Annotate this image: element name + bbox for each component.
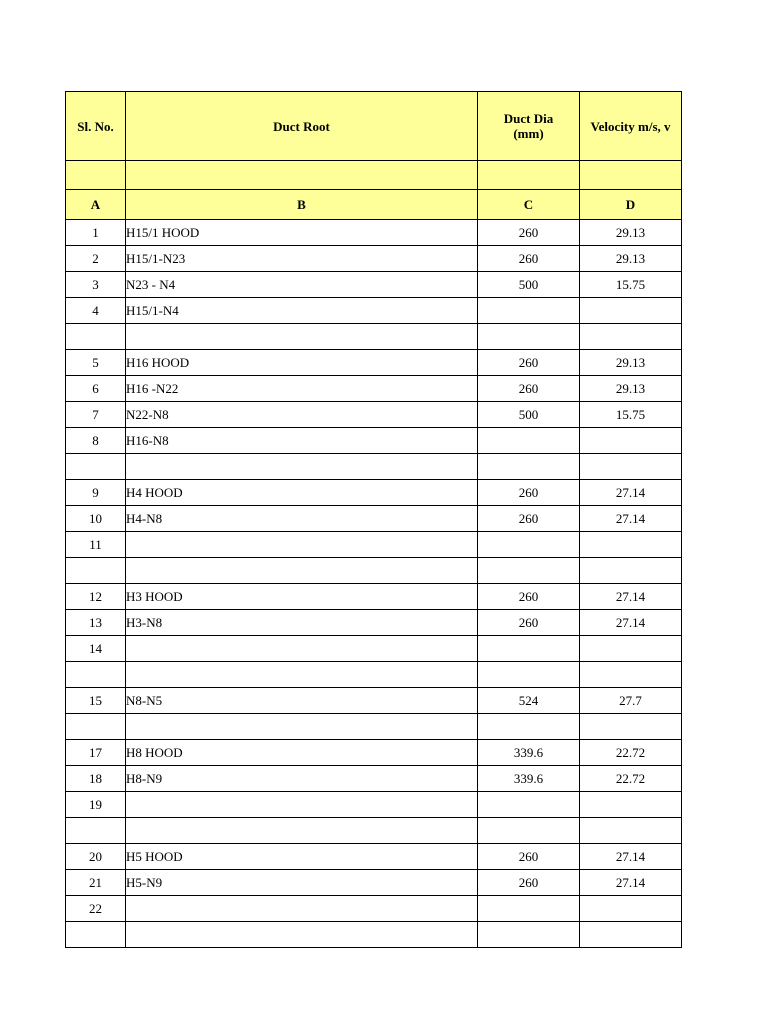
header-blank-cell	[126, 161, 478, 190]
header-duct-dia	[478, 92, 580, 161]
duct-root-cell: N22-N8	[126, 402, 478, 428]
table-row	[66, 766, 682, 792]
column-letter-row	[66, 190, 682, 220]
table-row	[66, 818, 682, 844]
column-letter-c: C	[478, 190, 580, 220]
velocity-cell	[580, 922, 682, 948]
duct-dia-cell: 339.6	[478, 740, 580, 766]
duct-dia-cell: 339.6	[478, 766, 580, 792]
sl-no-cell: 18	[66, 766, 126, 792]
header-duct-dia-line1: Duct Dia	[503, 111, 554, 126]
duct-root-cell: H16 HOOD	[126, 350, 478, 376]
duct-dia-cell: 260	[478, 844, 580, 870]
velocity-cell	[580, 532, 682, 558]
duct-root-cell	[126, 532, 478, 558]
duct-dia-cell: 260	[478, 610, 580, 636]
column-letter-b: B	[126, 190, 478, 220]
table-row	[66, 714, 682, 740]
header-blank-row	[66, 161, 682, 190]
sl-no-cell	[66, 558, 126, 584]
table-row	[66, 402, 682, 428]
table-row	[66, 688, 682, 714]
velocity-cell: 22.72	[580, 740, 682, 766]
table-row	[66, 870, 682, 896]
duct-dia-cell: 260	[478, 584, 580, 610]
velocity-cell	[580, 636, 682, 662]
column-letter-d: D	[580, 190, 682, 220]
velocity-cell	[580, 792, 682, 818]
duct-root-cell: H5-N9	[126, 870, 478, 896]
sl-no-cell: 4	[66, 298, 126, 324]
table-row	[66, 298, 682, 324]
duct-root-cell: H15/1-N4	[126, 298, 478, 324]
duct-root-cell	[126, 558, 478, 584]
header-sl-no: Sl. No.	[66, 92, 126, 161]
duct-dia-cell	[478, 298, 580, 324]
duct-root-cell: H8-N9	[126, 766, 478, 792]
duct-root-cell: N8-N5	[126, 688, 478, 714]
sl-no-cell	[66, 662, 126, 688]
duct-dia-cell: 260	[478, 480, 580, 506]
sl-no-cell: 14	[66, 636, 126, 662]
duct-table-body	[66, 92, 682, 948]
duct-dia-cell	[478, 896, 580, 922]
duct-root-cell: N23 - N4	[126, 272, 478, 298]
sl-no-cell: 19	[66, 792, 126, 818]
sl-no-cell: 12	[66, 584, 126, 610]
header-duct-root: Duct Root	[126, 92, 478, 161]
velocity-cell: 27.14	[580, 870, 682, 896]
duct-root-cell	[126, 714, 478, 740]
table-row	[66, 662, 682, 688]
sl-no-cell: 8	[66, 428, 126, 454]
table-row	[66, 506, 682, 532]
duct-dia-cell	[478, 662, 580, 688]
sl-no-cell: 5	[66, 350, 126, 376]
velocity-cell	[580, 818, 682, 844]
duct-root-cell: H8 HOOD	[126, 740, 478, 766]
duct-root-cell	[126, 662, 478, 688]
sl-no-cell: 2	[66, 246, 126, 272]
velocity-cell: 29.13	[580, 246, 682, 272]
sl-no-cell: 17	[66, 740, 126, 766]
duct-root-cell: H4-N8	[126, 506, 478, 532]
duct-root-cell: H15/1-N23	[126, 246, 478, 272]
sl-no-cell: 3	[66, 272, 126, 298]
duct-dia-cell	[478, 454, 580, 480]
sl-no-cell	[66, 818, 126, 844]
velocity-cell	[580, 298, 682, 324]
duct-root-cell: H5 HOOD	[126, 844, 478, 870]
duct-root-cell	[126, 324, 478, 350]
table-row	[66, 376, 682, 402]
velocity-cell	[580, 558, 682, 584]
duct-root-cell	[126, 636, 478, 662]
sl-no-cell: 6	[66, 376, 126, 402]
table-row	[66, 740, 682, 766]
duct-dia-cell	[478, 636, 580, 662]
header-blank-cell	[478, 161, 580, 190]
header-row	[66, 92, 682, 161]
table-row	[66, 350, 682, 376]
table-row	[66, 428, 682, 454]
column-letter-a: A	[66, 190, 126, 220]
duct-dia-cell	[478, 714, 580, 740]
duct-dia-cell	[478, 428, 580, 454]
duct-dia-cell: 260	[478, 870, 580, 896]
velocity-cell	[580, 662, 682, 688]
duct-dia-cell	[478, 922, 580, 948]
sl-no-cell: 22	[66, 896, 126, 922]
velocity-cell: 27.14	[580, 610, 682, 636]
duct-root-cell: H4 HOOD	[126, 480, 478, 506]
duct-root-cell	[126, 792, 478, 818]
sl-no-cell: 1	[66, 220, 126, 246]
duct-table	[65, 91, 682, 948]
velocity-cell	[580, 428, 682, 454]
header-blank-cell	[580, 161, 682, 190]
sl-no-cell: 15	[66, 688, 126, 714]
velocity-cell: 29.13	[580, 220, 682, 246]
velocity-cell: 27.14	[580, 480, 682, 506]
duct-root-cell	[126, 896, 478, 922]
table-row	[66, 272, 682, 298]
header-duct-dia-line2: (mm)	[513, 126, 544, 141]
table-row	[66, 584, 682, 610]
velocity-cell: 27.14	[580, 506, 682, 532]
duct-dia-cell	[478, 818, 580, 844]
duct-dia-cell	[478, 324, 580, 350]
velocity-cell: 27.14	[580, 844, 682, 870]
duct-root-cell: H3-N8	[126, 610, 478, 636]
sl-no-cell: 20	[66, 844, 126, 870]
velocity-cell	[580, 714, 682, 740]
velocity-cell: 22.72	[580, 766, 682, 792]
table-row	[66, 844, 682, 870]
table-row	[66, 610, 682, 636]
velocity-cell: 29.13	[580, 376, 682, 402]
duct-dia-cell: 260	[478, 220, 580, 246]
velocity-cell: 27.14	[580, 584, 682, 610]
sl-no-cell	[66, 324, 126, 350]
duct-dia-cell: 260	[478, 246, 580, 272]
table-row	[66, 454, 682, 480]
velocity-cell: 15.75	[580, 402, 682, 428]
velocity-cell	[580, 324, 682, 350]
table-row	[66, 922, 682, 948]
table-row	[66, 324, 682, 350]
table-row	[66, 246, 682, 272]
velocity-cell: 27.7	[580, 688, 682, 714]
sl-no-cell	[66, 454, 126, 480]
header-velocity: Velocity m/s, v	[580, 92, 682, 161]
duct-dia-cell: 260	[478, 350, 580, 376]
header-blank-cell	[66, 161, 126, 190]
sl-no-cell	[66, 922, 126, 948]
duct-root-cell	[126, 922, 478, 948]
sl-no-cell	[66, 714, 126, 740]
velocity-cell: 15.75	[580, 272, 682, 298]
table-row	[66, 636, 682, 662]
duct-root-cell: H3 HOOD	[126, 584, 478, 610]
sl-no-cell: 7	[66, 402, 126, 428]
table-row	[66, 558, 682, 584]
duct-dia-cell: 500	[478, 272, 580, 298]
duct-dia-cell: 260	[478, 506, 580, 532]
table-row	[66, 792, 682, 818]
duct-root-cell: H15/1 HOOD	[126, 220, 478, 246]
duct-dia-cell: 524	[478, 688, 580, 714]
table-row	[66, 532, 682, 558]
sl-no-cell: 13	[66, 610, 126, 636]
velocity-cell: 29.13	[580, 350, 682, 376]
sl-no-cell: 11	[66, 532, 126, 558]
table-row	[66, 896, 682, 922]
table-row	[66, 480, 682, 506]
duct-root-cell	[126, 454, 478, 480]
duct-dia-cell	[478, 532, 580, 558]
duct-root-cell: H16-N8	[126, 428, 478, 454]
duct-dia-cell: 260	[478, 376, 580, 402]
table-row	[66, 220, 682, 246]
duct-dia-cell: 500	[478, 402, 580, 428]
duct-dia-cell	[478, 792, 580, 818]
sl-no-cell: 9	[66, 480, 126, 506]
duct-root-cell	[126, 818, 478, 844]
velocity-cell	[580, 896, 682, 922]
duct-dia-cell	[478, 558, 580, 584]
sl-no-cell: 10	[66, 506, 126, 532]
sl-no-cell: 21	[66, 870, 126, 896]
velocity-cell	[580, 454, 682, 480]
duct-root-cell: H16 -N22	[126, 376, 478, 402]
